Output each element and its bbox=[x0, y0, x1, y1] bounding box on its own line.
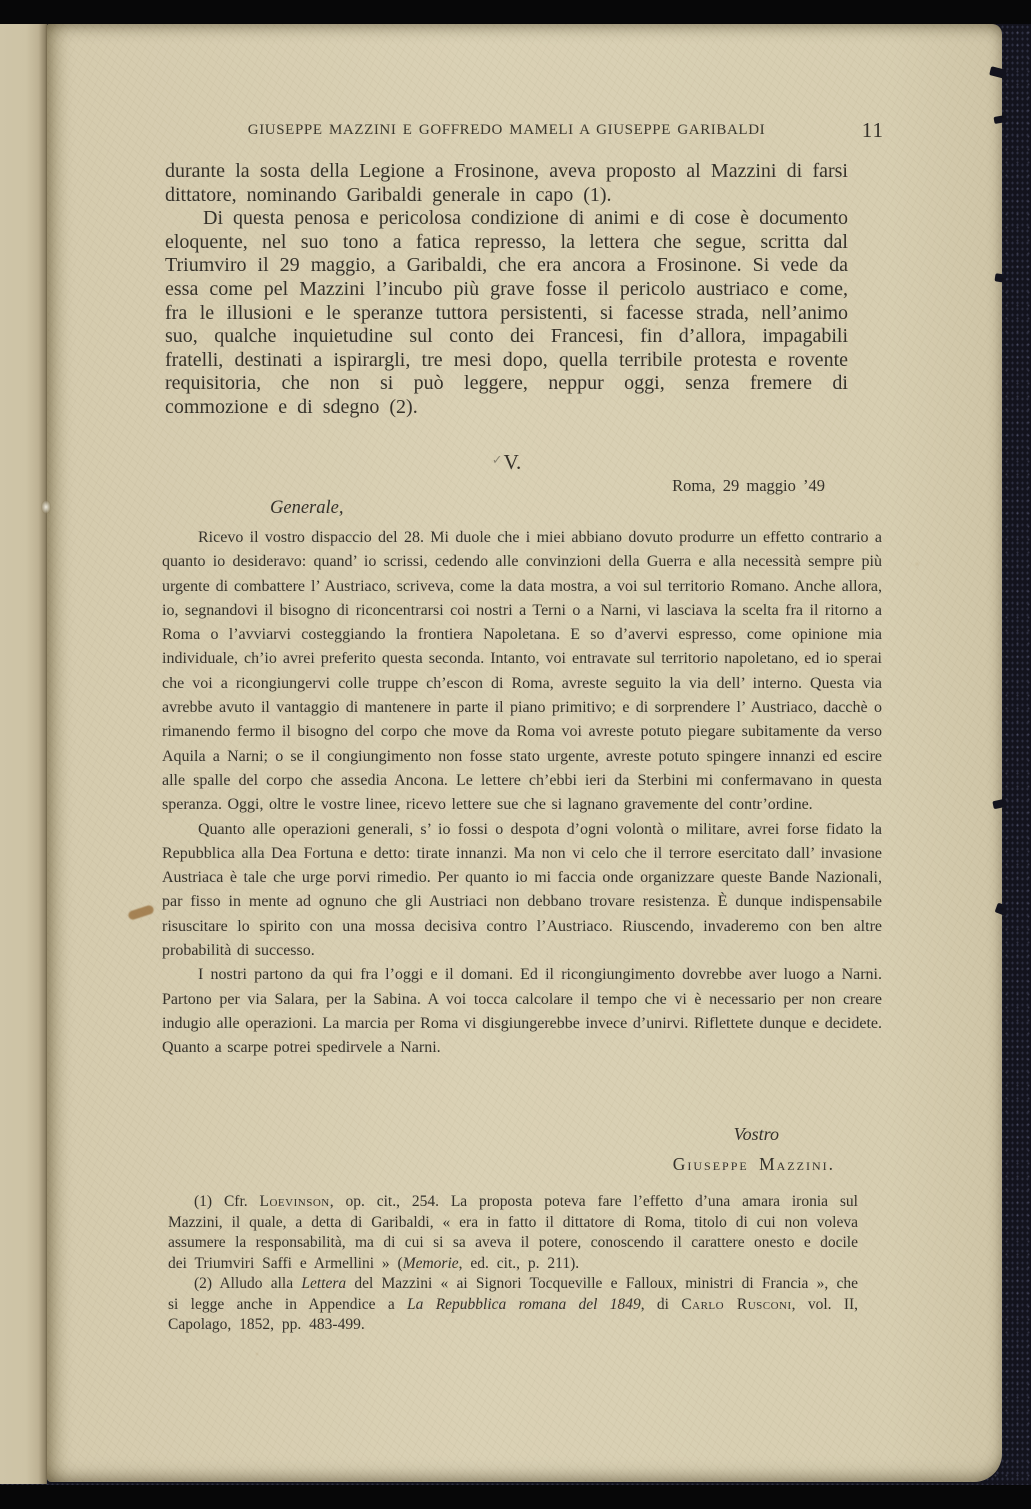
crease-blemish bbox=[41, 500, 51, 514]
page-edge-notch bbox=[989, 66, 1007, 79]
letter-dateline: Roma, 29 maggio ’49 bbox=[672, 476, 825, 495]
page-header bbox=[165, 118, 884, 148]
footnote-1: (1) Cfr. Loevinson, op. cit., 254. La proposta poteva fare l’effetto d’una amara ironia sul Mazzini, il quale, a detta di Garibaldi, « era in fatto il dittatore di Roma, titolo di cui non voleva assumere la responsabilità, ma di cui si sa aveva il potere, conoscendo il carattere onesto e docile dei Triumviri Saffi e Armellini » (Memorie, ed. cit., p. 211). bbox=[168, 1193, 858, 1272]
running-title: GIUSEPPE MAZZINI E GOFFREDO MAMELI A GIUSEPPE GARIBALDI bbox=[247, 122, 766, 138]
page-edge-notch bbox=[993, 115, 1006, 124]
letter-valediction: Vostro bbox=[733, 1124, 779, 1144]
intro-text bbox=[165, 160, 848, 456]
intro-paragraph: Di questa penosa e pericolosa condizione di animi e di cose è documento eloquente, nel suo tono a fatica represso, la lettera che segue, scritta dal Triumviro il 29 maggio, a Garibaldi, che era ancora a Frosinone. Si vede da essa come pel Mazzini l’incubo più grave fosse il pericolo austriaco e come, fra le illusioni e le speranze tuttora persistenti, si facesse strada, nell’animo suo, qualche inquietudine sul conto dei Francesi, fin d’allora, impagabili fratelli, destinati a ispirargli, tre mesi dopo, quella terribile protesta e rovente requisitoria, che non si può leggere, neppur oggi, senza fremere di commozione e di sdegno (2). bbox=[165, 207, 848, 418]
footnote-2: (2) Alludo alla Lettera del Mazzini « ai Signori Tocqueville e Falloux, ministri di Francia », che si legge anche in Appendice a La Repubblica romana del 1849, di Carlo Rusconi, vol. II, Capolago, 1852, pp. 483-499. bbox=[168, 1275, 858, 1333]
adjacent-page-edge bbox=[0, 24, 47, 1484]
letter-paragraph: Ricevo il vostro dispaccio del 28. Mi duole che i miei abbiano dovuto produrre un effetto contrario a quanto io desideravo: quand’ io scrissi, cedendo alle convinzioni della Guerra e alla necessità sempre più urgente di combattere l’ Austriaco, scriveva, come la data mostra, a voi sul territorio Romano. Anche allora, io, segnandovi il bisogno di riconcentrarsi coi nostri a Terni o a Narni, vi lasciava la scelta fra il ritorno a Roma o l’avviarvi costeggiando la frontiera Napoletana. E so d’avervi espresso, come opinione mia individuale, ch’io avrei preferito questa seconda. Intanto, voi entravate sul territorio napoletano, ed io sperai che voi a ricongiungervi colle truppe ch’escon di Roma, avreste seguito la via dell’ interno. Questa via avrebbe avuto il vantaggio di mantenere in parte il piano primitivo; e di sorprendere l’ Austriaco, dacchè o rimanendo fermo il bisogno del corpo che move da Roma voi avreste potuto piegare subitamente da verso Aquila a Narni; o se il congiungimento non fosse stato urgente, avreste potuto spingere innanzi ed escire alle spalle del corpo che assedia Ancona. Le lettere ch’ebbi ieri da Sterbini mi confermavano in questa speranza. Oggi, oltre le vostre linee, ricevo lettere sue che si lagnano gravemente del contr’ordine. bbox=[162, 529, 882, 814]
book-page bbox=[47, 24, 1002, 1482]
scan-bottom-band bbox=[0, 1485, 1031, 1509]
pencil-check-mark: ✓ bbox=[491, 452, 503, 467]
page-number: 11 bbox=[861, 118, 884, 142]
letter-body bbox=[162, 526, 882, 1122]
scan-top-band bbox=[0, 0, 1031, 24]
footnotes bbox=[168, 1192, 858, 1368]
page-edge-notch bbox=[992, 799, 1006, 810]
letter-signature: Giuseppe Mazzini. bbox=[672, 1154, 835, 1174]
section-numeral: V. bbox=[503, 450, 522, 474]
intro-paragraph: durante la sosta della Legione a Frosinone, aveva proposto al Mazzini di farsi dittatore, nominando Garibaldi generale in capo (1). bbox=[165, 160, 848, 206]
letter-salutation: Generale, bbox=[270, 498, 344, 518]
ink-smudge bbox=[127, 904, 155, 921]
page-edge-notch bbox=[994, 273, 1006, 282]
letter-paragraph: Quanto alle operazioni generali, s’ io fossi o despota d’ogni volontà o militare, avrei forse fidato la Repubblica alla Dea Fortuna e detto: tirate innanzi. Ma non vi celo che il terrore esercitato dall’ invasione Austriaca è tale che urge porvi rimedio. Per quanto io mi faccia onde organizzare queste Bande Nazionali, par fisso in mente ad ognuno che gli Austriaci non debbano trovare resistenza. È dunque indispensabile risuscitare lo spirito con una mossa decisiva contro l’Austriaco. Riuscendo, invaderemo con ben altre probabilità di successo. bbox=[162, 820, 882, 960]
section-heading bbox=[165, 450, 848, 475]
page-edge-notch bbox=[995, 903, 1008, 916]
letter-paragraph: I nostri partono da qui fra l’oggi e il domani. Ed il ricongiungimento dovrebbe aver luogo a Narni. Partono per via Salara, per la Sabina. A voi tocca calcolare il tempo che vi è necessario per non creare indugio alle operazioni. La marcia per Roma vi disgiungerebbe invece d’unirvi. Riflettete dunque e decidete. Quanto a scarpe potrei spedirvele a Narni. bbox=[162, 966, 882, 1057]
